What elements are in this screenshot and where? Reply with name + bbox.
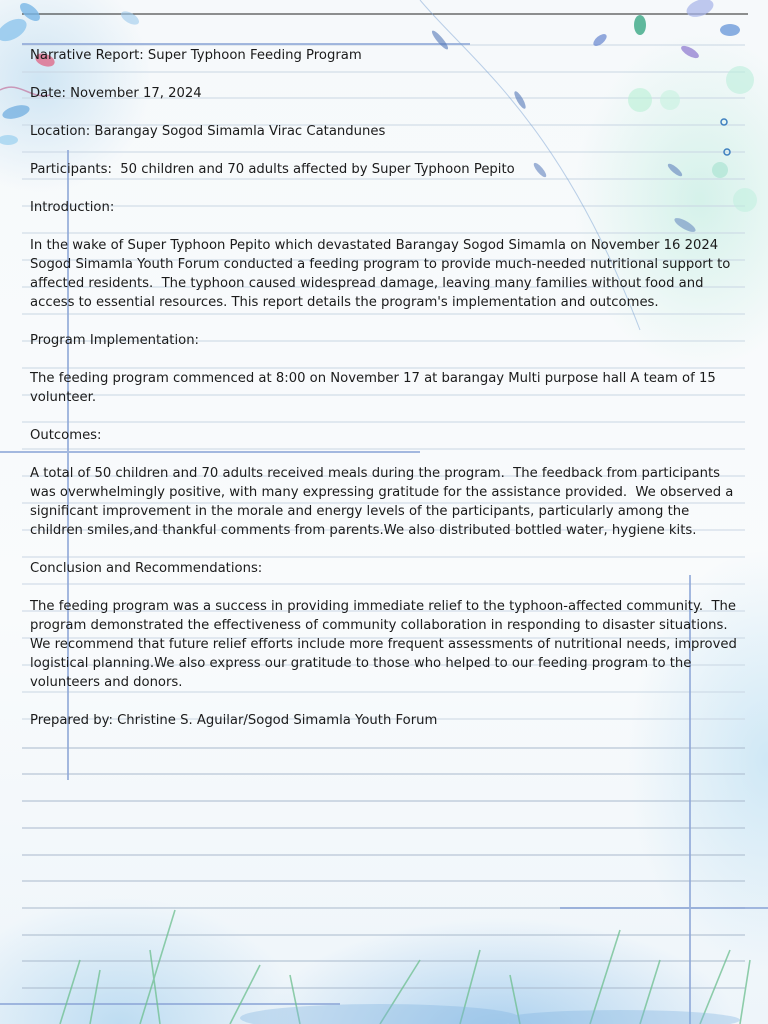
prepared-by: Prepared by: Christine S. Aguilar/Sogod Simamla Youth Forum <box>30 713 438 728</box>
introduction-heading: Introduction: <box>30 200 115 215</box>
report-body <box>30 46 742 749</box>
introduction-body: In the wake of Super Typhoon Pepito which devastated Barangay Sogod Simamla on November 16 2024 Sogod Simamla Youth Forum conducted a feeding program to provide much-needed nutritional support to affected residents. The typhoon caused widespread damage, leaving many families without food and access to essential resources. This report details the program's implementation and outcomes. <box>30 238 735 310</box>
report-date: Date: November 17, 2024 <box>30 86 202 101</box>
water-splash-icon <box>240 1004 740 1024</box>
report-title: Narrative Report: Super Typhoon Feeding Program <box>30 48 362 63</box>
implementation-heading: Program Implementation: <box>30 333 199 348</box>
ruled-lines-bottom <box>22 748 745 988</box>
implementation-body: The feeding program commenced at 8:00 on November 17 at barangay Multi purpose hall A team of 15 volunteer. <box>30 371 720 405</box>
outcomes-body: A total of 50 children and 70 adults received meals during the program. The feedback from participants was overwhelmingly positive, with many expressing gratitude for the assistance provided. We observed a significant improvement in the morale and energy levels of the participants, particularly among the children smiles,and thankful comments from parents.We also distributed bottled water, hygiene kits. <box>30 466 738 538</box>
report-participants: Participants: 50 children and 70 adults affected by Super Typhoon Pepito <box>30 162 515 177</box>
conclusion-body: The feeding program was a success in providing immediate relief to the typhoon-affected community. The program demonstrated the effectiveness of community collaboration in responding to disaster situations. We recommend that future relief efforts include more frequent assessments of nutritional needs, improved logistical planning.We also express our gratitude to those who helped to our feeding program to the volunteers and donors. <box>30 599 742 690</box>
outcomes-heading: Outcomes: <box>30 428 102 443</box>
report-location: Location: Barangay Sogod Simamla Virac Catandunes <box>30 124 386 139</box>
conclusion-heading: Conclusion and Recommendations: <box>30 561 263 576</box>
